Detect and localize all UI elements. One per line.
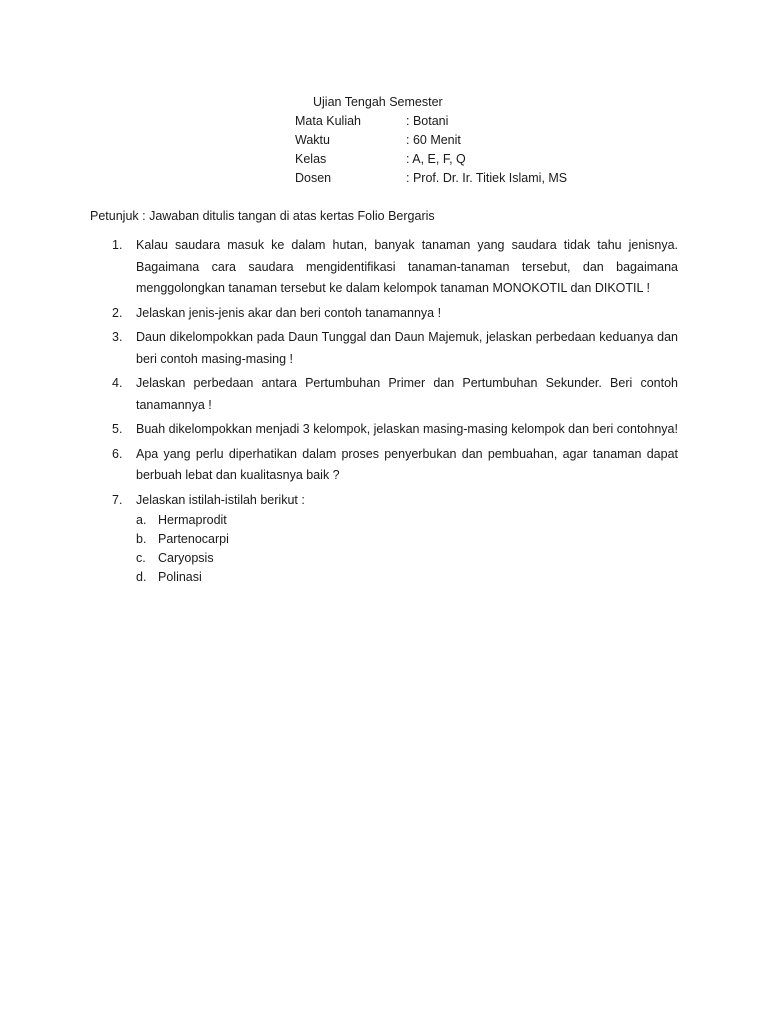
question-item (90, 235, 678, 300)
meta-row-course (295, 112, 567, 131)
term-letter: d. (136, 570, 147, 584)
question-text: Jelaskan perbedaan antara Pertumbuhan Primer dan Pertumbuhan Sekunder. Beri contoh tanamannya ! (136, 376, 678, 412)
term-item (136, 530, 678, 549)
question-number: 4. (112, 376, 123, 390)
meta-label: Waktu (295, 133, 330, 147)
question-text: Buah dikelompokkan menjadi 3 kelompok, jelaskan masing-masing kelompok dan beri contohnya! (136, 422, 678, 436)
question-number: 6. (112, 446, 123, 461)
term-letter: c. (136, 551, 146, 565)
question-number: 1. (112, 238, 123, 252)
question-number: 3. (112, 330, 123, 344)
question-text: Apa yang perlu diperhatikan dalam proses penyerbukan dan pembuahan, agar tanaman dapat berbuah lebat dan kualitasnya baik ? (136, 446, 678, 482)
question-item (90, 490, 678, 588)
question-number: 2. (112, 305, 123, 320)
meta-label: Dosen (295, 171, 332, 185)
exam-meta (295, 112, 567, 188)
term-letter: a. (136, 513, 147, 527)
question-item (90, 373, 678, 416)
question-number: 7. (112, 492, 123, 507)
meta-label: Kelas (295, 152, 327, 166)
meta-row-lecturer (295, 169, 567, 188)
meta-value: : 60 Menit (406, 133, 461, 147)
question-number: 5. (112, 422, 123, 436)
term-letter: b. (136, 532, 147, 546)
term-item (136, 511, 678, 530)
question-item (90, 419, 678, 441)
question-text: Jelaskan jenis-jenis akar dan beri contoh tanamannya ! (136, 305, 442, 320)
term-text: Polinasi (158, 570, 202, 584)
question-item (90, 303, 678, 325)
term-text: Partenocarpi (158, 532, 229, 546)
meta-row-time (295, 131, 567, 150)
question-item (90, 327, 678, 370)
meta-label: Mata Kuliah (295, 114, 362, 128)
meta-value: : Prof. Dr. Ir. Titiek Islami, MS (406, 171, 568, 185)
question-text: Daun dikelompokkan pada Daun Tunggal dan Daun Majemuk, jelaskan perbedaan keduanya dan beri contoh masing-masing ! (136, 330, 678, 366)
meta-value: : Botani (406, 114, 449, 128)
term-item (136, 549, 678, 568)
meta-row-class (295, 150, 567, 169)
term-text: Caryopsis (158, 551, 214, 565)
term-item (136, 568, 678, 587)
meta-value: : A, E, F, Q (406, 152, 466, 166)
question-list (90, 235, 678, 590)
question-item (90, 444, 678, 487)
term-list (136, 511, 678, 587)
instruction-text: Petunjuk : Jawaban ditulis tangan di atas kertas Folio Bergaris (90, 209, 435, 223)
question-text: Kalau saudara masuk ke dalam hutan, banyak tanaman yang saudara tidak tahu jenisnya. Bagaimana cara saudara mengidentifikasi tanaman-tanaman tersebut, dan bagaimana menggolongkan tanaman tersebut ke dalam kelompok tanaman MONOKOTIL dan DIKOTIL ! (136, 238, 678, 295)
exam-title: Ujian Tengah Semester (313, 95, 443, 109)
term-text: Hermaprodit (158, 513, 227, 527)
question-text: Jelaskan istilah-istilah berikut : (136, 492, 305, 507)
